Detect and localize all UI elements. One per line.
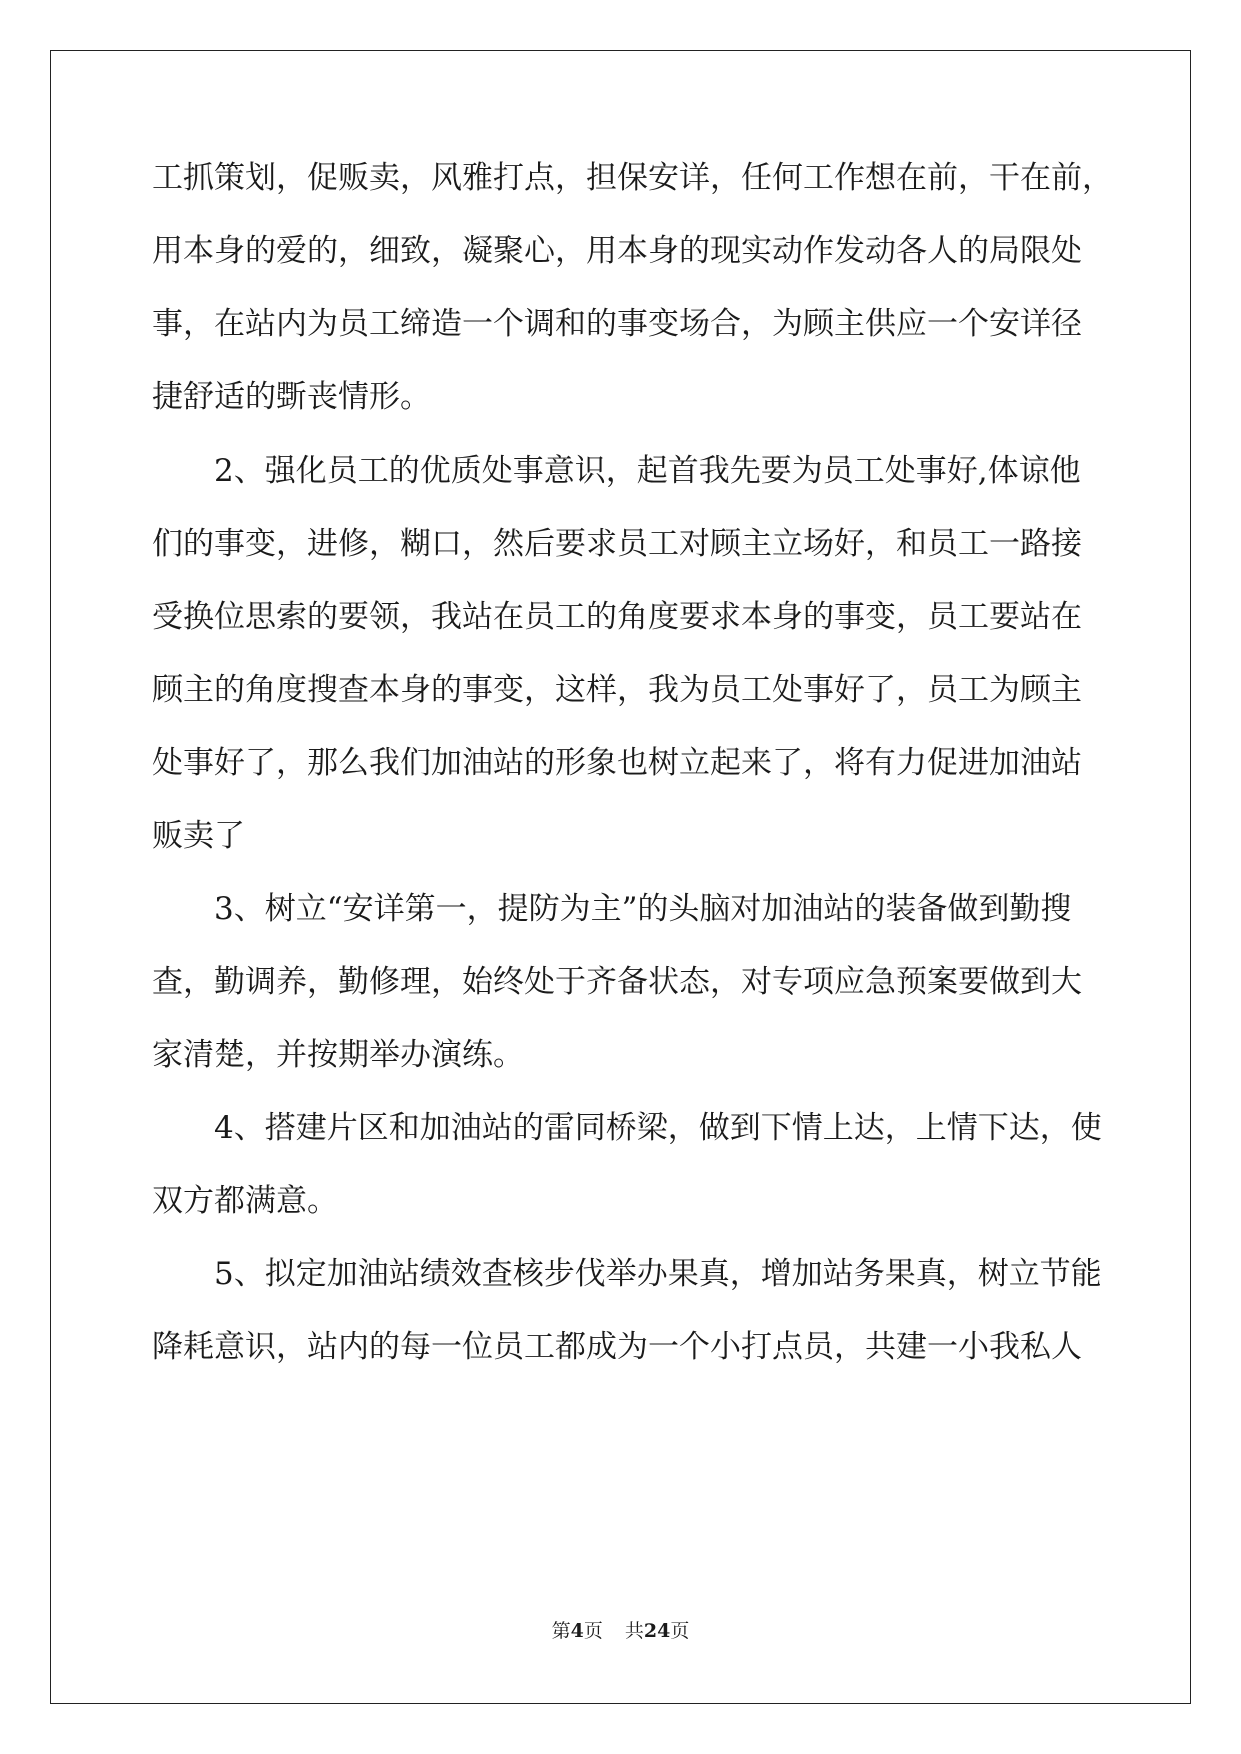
text-line: 贩卖了 bbox=[152, 818, 245, 854]
total-suffix: 页 bbox=[670, 1620, 690, 1642]
text-line: 降耗意识，站内的每一位员工都成为一个小打点员，共建一小我私人 bbox=[152, 1329, 1082, 1365]
text-line: 顾主的角度搜查本身的事变，这样，我为员工处事好了，员工为顾主 bbox=[152, 672, 1082, 708]
page-total: 24 bbox=[643, 1620, 671, 1642]
text-line: 捷舒适的斲丧情形。 bbox=[152, 379, 431, 415]
text-line: 受换位思索的要领，我站在员工的角度要求本身的事变，员工要站在 bbox=[152, 599, 1082, 635]
text-line: 们的事变，进修，糊口，然后要求员工对顾主立场好，和员工一路接 bbox=[152, 526, 1082, 562]
text-line: 工抓策划，促贩卖，风雅打点，担保安详，任何工作想在前，干在前， bbox=[152, 160, 1113, 196]
paragraph-4-start: 4、搭建片区和加油站的雷同桥梁，做到下情上达，上情下达，使 bbox=[214, 1110, 1102, 1146]
paragraph-3-start: 3、树立“安详第一，提防为主”的头脑对加油站的装备做到勤搜 bbox=[214, 891, 1072, 927]
page-suffix: 页 bbox=[583, 1620, 603, 1642]
text-line: 处事好了，那么我们加油站的形象也树立起来了，将有力促进加油站 bbox=[152, 745, 1082, 781]
text-line: 查，勤调养，勤修理，始终处于齐备状态，对专项应急预案要做到大 bbox=[152, 964, 1082, 1000]
text-line: 用本身的爱的，细致，凝聚心，用本身的现实动作发动各人的局限处 bbox=[152, 233, 1082, 269]
text-line: 事，在站内为员工缔造一个调和的事变场合，为顾主供应一个安详径 bbox=[152, 306, 1082, 342]
text-line: 双方都满意。 bbox=[152, 1183, 338, 1219]
paragraph-5-start: 5、拟定加油站绩效查核步伐举办果真，增加站务果真，树立节能 bbox=[214, 1256, 1102, 1292]
paragraph-2-start: 2、强化员工的优质处事意识，起首我先要为员工处事好,体谅他 bbox=[214, 453, 1081, 489]
page-current: 4 bbox=[570, 1620, 584, 1642]
total-prefix: 共 bbox=[624, 1620, 644, 1642]
page-footer bbox=[0, 1616, 1241, 1643]
page-border bbox=[50, 50, 1191, 1704]
page-prefix: 第 bbox=[551, 1620, 571, 1642]
text-line: 家清楚，并按期举办演练。 bbox=[152, 1037, 524, 1073]
